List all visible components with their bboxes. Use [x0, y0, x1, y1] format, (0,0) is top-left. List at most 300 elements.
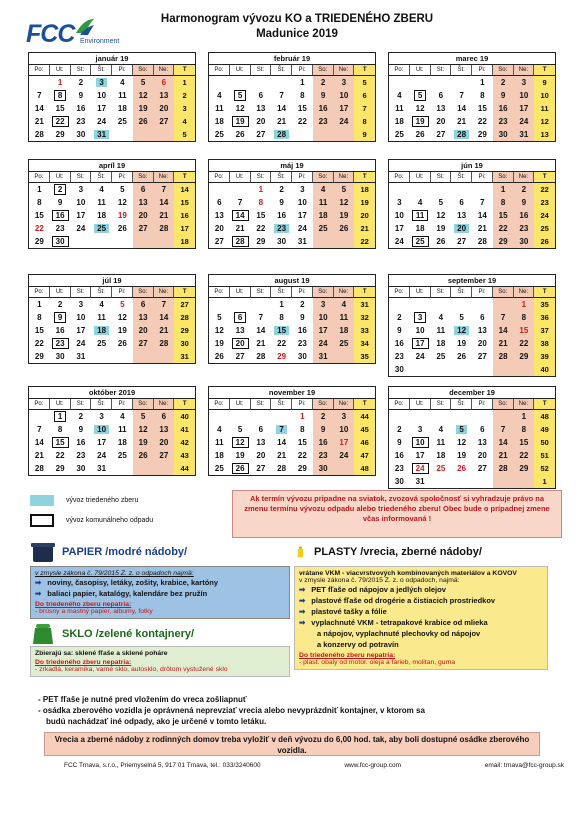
day-number: 8	[521, 313, 527, 322]
week-row	[29, 337, 195, 350]
week-number	[174, 436, 195, 449]
week-number-text: 39	[540, 352, 549, 361]
day-cell	[451, 324, 472, 337]
week-number-text: 44	[360, 412, 369, 421]
day-number: 24	[76, 224, 86, 233]
day-cell	[472, 115, 493, 128]
day-cell	[389, 222, 410, 235]
day-number: 7	[37, 425, 42, 434]
week-number	[534, 115, 555, 128]
day-number: 10	[519, 91, 529, 100]
paper-item	[35, 588, 285, 599]
day-cell	[334, 311, 355, 324]
week-number-text: 34	[360, 339, 369, 348]
day-number: 11	[436, 326, 446, 335]
day-number: 19	[138, 104, 148, 113]
week-row	[29, 298, 195, 311]
day-cell	[251, 423, 272, 436]
week-number	[354, 89, 375, 102]
weekday-label: St:	[251, 399, 272, 410]
week-number	[354, 324, 375, 337]
day-cell	[410, 324, 431, 337]
day-cell	[292, 436, 313, 449]
week-row	[389, 196, 555, 209]
day-cell	[514, 89, 535, 102]
day-number: 15	[498, 211, 508, 220]
day-cell	[29, 436, 50, 449]
rule-2: - osádka zberového vozidla je oprávnená neprevziať vrecia alebo nevyprázdniť kontajner, v ktorom sa	[38, 706, 425, 715]
week-number	[534, 462, 555, 475]
day-cell	[334, 436, 355, 449]
day-cell	[292, 76, 313, 89]
month-name: jún 19	[389, 160, 555, 172]
day-number: 1	[37, 185, 42, 194]
weekday-label: Ut:	[410, 172, 431, 183]
day-cell	[29, 89, 50, 102]
day-number: 19	[235, 451, 245, 460]
day-number: 11	[339, 313, 349, 322]
plastic-item-5: a nápojov, vyplachnuté plechovky od nápojov	[317, 629, 481, 638]
weekday-label: Pi:	[292, 172, 313, 183]
day-cell	[271, 115, 292, 128]
glass-not-label: Do triedeného zberu nepatria:	[35, 659, 132, 666]
day-number: 17	[519, 104, 529, 113]
day-number: 8	[37, 313, 42, 322]
plastic-law: v zmysle zákona č. 79/2015 Z. z. o odpadoch, najmä:	[299, 577, 460, 584]
footer-web[interactable]: www.fcc-group.com	[344, 762, 402, 769]
day-number: 9	[57, 198, 63, 207]
week-number	[534, 423, 555, 436]
week-row	[29, 196, 195, 209]
month-name: február 19	[209, 53, 375, 65]
week-number-text: 10	[540, 91, 549, 100]
day-number: 19	[339, 211, 349, 220]
day-number: 2	[300, 300, 305, 309]
week-row	[209, 128, 375, 141]
day-cell	[91, 311, 112, 324]
day-cell	[271, 449, 292, 462]
day-number: 19	[138, 438, 148, 447]
weekday-label: So:	[313, 399, 334, 410]
weekday-label: Pi:	[112, 287, 133, 298]
day-number: 5	[120, 300, 125, 309]
day-cell	[50, 76, 71, 89]
day-number: 22	[519, 451, 529, 460]
day-number: 19	[412, 116, 429, 127]
day-number: 15	[34, 211, 44, 220]
weekday-label: T	[534, 65, 555, 76]
weekday-header	[389, 65, 555, 76]
day-number: 24	[415, 352, 425, 361]
day-cell	[389, 423, 410, 436]
day-cell	[472, 410, 493, 423]
day-cell	[493, 324, 514, 337]
day-cell	[133, 449, 154, 462]
weekday-label: Ne:	[334, 65, 355, 76]
day-cell	[313, 235, 334, 248]
weekday-label: So:	[133, 172, 154, 183]
day-number: 7	[276, 425, 286, 434]
week-number	[354, 311, 375, 324]
day-cell	[493, 410, 514, 423]
paper-item-2: baliaci papier, katalógy, kalendáre bez pružín	[47, 589, 208, 598]
day-number: 24	[97, 117, 107, 126]
day-cell	[209, 222, 230, 235]
day-number: 21	[159, 211, 169, 220]
week-row	[29, 324, 195, 337]
day-cell	[112, 222, 133, 235]
day-cell	[313, 423, 334, 436]
day-cell	[133, 436, 154, 449]
month-calendar	[28, 52, 196, 142]
day-cell	[112, 449, 133, 462]
day-cell	[230, 350, 251, 363]
day-number: 13	[256, 104, 266, 113]
weekday-label: St:	[431, 287, 452, 298]
day-cell	[431, 76, 452, 89]
day-cell	[271, 183, 292, 196]
plastic-item-3: plastové tašky a fólie	[311, 607, 387, 616]
day-cell	[334, 298, 355, 311]
week-number	[534, 475, 555, 488]
day-cell	[389, 115, 410, 128]
day-cell	[71, 89, 92, 102]
day-number: 23	[318, 117, 328, 126]
weekday-label: Ut:	[410, 287, 431, 298]
day-number: 3	[341, 78, 347, 87]
week-number	[174, 76, 195, 89]
day-cell	[50, 324, 71, 337]
day-cell	[493, 89, 514, 102]
paper-not-items: - brúsny a mastný papier, albumy, fotky	[35, 608, 153, 615]
day-cell	[493, 337, 514, 350]
day-cell	[71, 423, 92, 436]
month-name: december 19	[389, 387, 555, 399]
week-number-text: 46	[360, 438, 369, 447]
week-number	[534, 350, 555, 363]
day-number: 23	[55, 224, 65, 233]
rule-3: budú nachádzať iné odpady, ako je určené v tomto letáku.	[46, 717, 267, 726]
arrow-icon: ➡	[299, 596, 306, 605]
day-cell	[410, 462, 431, 475]
day-cell	[431, 196, 452, 209]
weekday-label: So:	[493, 399, 514, 410]
day-cell	[251, 449, 272, 462]
day-cell	[451, 128, 472, 141]
footer-email[interactable]: email: trnava@fcc-group.sk	[484, 762, 564, 769]
day-cell	[451, 196, 472, 209]
day-number: 17	[415, 451, 425, 460]
day-number: 14	[232, 210, 249, 221]
week-number-text: 29	[180, 326, 189, 335]
day-cell	[50, 128, 71, 141]
day-number: 9	[78, 425, 84, 434]
day-number: 18	[97, 211, 107, 220]
day-cell	[410, 423, 431, 436]
day-number: 6	[140, 185, 146, 194]
day-cell	[251, 324, 272, 337]
week-row	[209, 449, 375, 462]
day-cell	[271, 222, 292, 235]
title-line-1: Harmonogram vývozu KO a TRIEDENÉHO ZBERU	[160, 13, 434, 25]
day-number: 17	[394, 224, 404, 233]
week-number	[174, 128, 195, 141]
day-cell	[29, 183, 50, 196]
day-cell	[431, 475, 452, 488]
day-cell	[334, 222, 355, 235]
week-number	[354, 337, 375, 350]
weekday-header	[29, 399, 195, 410]
weekday-label: Po:	[29, 172, 50, 183]
day-number: 16	[277, 211, 287, 220]
month-calendar	[28, 274, 196, 364]
day-cell	[431, 102, 452, 115]
collection-time-banner: Vrecia a zberné nádoby z rodinných domov treba vyložiť v deň vývozu do 6,00 hod. tak, aby boli dostupné osádke zberového vozidla.	[44, 732, 540, 756]
day-cell	[292, 337, 313, 350]
weekday-label: St:	[71, 65, 92, 76]
day-cell	[91, 115, 112, 128]
day-number: 29	[34, 352, 44, 361]
weekday-label: T	[534, 399, 555, 410]
day-cell	[133, 196, 154, 209]
day-number: 17	[97, 104, 107, 113]
day-cell	[334, 102, 355, 115]
day-number: 5	[217, 313, 222, 322]
day-cell	[29, 350, 50, 363]
day-number: 30	[277, 237, 287, 246]
day-number: 1	[480, 78, 485, 87]
day-number: 14	[34, 438, 44, 447]
day-cell	[389, 363, 410, 376]
weekday-label: So:	[313, 172, 334, 183]
day-cell	[472, 298, 493, 311]
day-cell	[91, 196, 112, 209]
day-cell	[91, 102, 112, 115]
week-number-text: 35	[540, 300, 549, 309]
day-cell	[313, 183, 334, 196]
day-cell	[71, 115, 92, 128]
day-number: 25	[117, 451, 127, 460]
week-number	[354, 115, 375, 128]
week-number-text: 41	[180, 425, 189, 434]
day-number: 16	[76, 104, 86, 113]
plastic-item-4: vyplachnuté VKM - tetrapakové krabice od mlieka	[311, 618, 488, 627]
day-cell	[292, 128, 313, 141]
week-row	[209, 89, 375, 102]
day-number: 17	[297, 211, 307, 220]
weekday-label: T	[354, 287, 375, 298]
day-cell	[230, 337, 251, 350]
weekday-label: So:	[493, 287, 514, 298]
weekday-label: Ne:	[514, 287, 535, 298]
week-number	[174, 423, 195, 436]
week-number-text: 37	[540, 326, 549, 335]
weekday-label: Po:	[389, 399, 410, 410]
week-number-text: 26	[540, 237, 549, 246]
day-number: 28	[232, 236, 249, 247]
day-number: 10	[297, 198, 307, 207]
weekday-label: Pi:	[292, 65, 313, 76]
weekday-label: Ne:	[154, 65, 175, 76]
weekday-label: St:	[251, 65, 272, 76]
week-row	[389, 183, 555, 196]
day-cell	[334, 350, 355, 363]
day-number: 3	[300, 185, 305, 194]
day-cell	[154, 449, 175, 462]
day-cell	[472, 235, 493, 248]
month-name: august 19	[209, 275, 375, 287]
day-number: 3	[417, 425, 423, 434]
day-number: 12	[339, 198, 349, 207]
day-number: 4	[320, 185, 326, 194]
day-cell	[493, 196, 514, 209]
day-cell	[29, 311, 50, 324]
day-number: 8	[279, 313, 284, 322]
day-number: 2	[320, 78, 326, 87]
day-cell	[154, 311, 175, 324]
day-number: 2	[397, 313, 402, 322]
day-number: 22	[519, 339, 529, 348]
week-number-text: 42	[180, 438, 189, 447]
day-number: 28	[477, 237, 487, 246]
day-number: 17	[76, 326, 86, 335]
day-number: 11	[436, 438, 446, 447]
week-number	[354, 235, 375, 248]
day-cell	[334, 449, 355, 462]
month-calendar	[388, 386, 556, 489]
paper-title: PAPIER /modré nádoby/	[62, 546, 188, 558]
week-number-text: 47	[360, 451, 369, 460]
weekday-label: Pi:	[112, 65, 133, 76]
glass-box	[30, 646, 290, 677]
week-number-text: 48	[360, 464, 369, 473]
day-number: 17	[412, 338, 429, 349]
day-number: 12	[138, 91, 148, 100]
day-number: 9	[397, 326, 402, 335]
day-cell	[91, 183, 112, 196]
week-number	[174, 324, 195, 337]
week-row	[389, 475, 555, 488]
day-cell	[209, 128, 230, 141]
day-cell	[514, 183, 535, 196]
day-cell	[133, 128, 154, 141]
paper-box	[30, 566, 290, 619]
day-number: 22	[498, 224, 508, 233]
day-cell	[313, 311, 334, 324]
day-number: 4	[417, 198, 423, 207]
day-cell	[514, 410, 535, 423]
day-number: 13	[256, 438, 266, 447]
day-number: 20	[256, 451, 266, 460]
day-cell	[251, 337, 272, 350]
day-number: 21	[159, 326, 169, 335]
day-cell	[431, 128, 452, 141]
day-cell	[91, 222, 112, 235]
day-number: 13	[477, 326, 487, 335]
week-row	[389, 410, 555, 423]
day-cell	[514, 363, 535, 376]
week-number-text: 1	[542, 477, 547, 486]
day-cell	[133, 115, 154, 128]
day-number: 19	[117, 326, 127, 335]
day-cell	[71, 350, 92, 363]
day-cell	[514, 209, 535, 222]
day-cell	[209, 235, 230, 248]
day-number: 1	[57, 78, 63, 87]
day-number: 10	[339, 425, 349, 434]
plastic-item	[299, 606, 543, 617]
day-number: 14	[498, 438, 508, 447]
day-number: 9	[279, 198, 284, 207]
day-number: 16	[55, 326, 65, 335]
day-number: 10	[97, 91, 107, 100]
day-cell	[29, 196, 50, 209]
day-number: 18	[214, 117, 224, 126]
day-number: 26	[117, 339, 127, 348]
week-row	[29, 115, 195, 128]
day-number: 12	[214, 326, 224, 335]
day-cell	[292, 209, 313, 222]
day-number: 26	[232, 463, 249, 474]
week-number-text: 40	[540, 365, 549, 374]
day-number: 21	[477, 224, 487, 233]
day-cell	[493, 350, 514, 363]
day-number: 6	[480, 313, 485, 322]
plastic-not-items: - plast. obaly od motor. oleja a farieb, molitan, guma	[299, 659, 456, 666]
day-number: 8	[37, 198, 42, 207]
day-number: 12	[232, 437, 249, 448]
day-cell	[292, 311, 313, 324]
day-number: 9	[300, 313, 305, 322]
day-cell	[91, 462, 112, 475]
day-number: 14	[457, 104, 467, 113]
week-row	[209, 337, 375, 350]
day-cell	[230, 410, 251, 423]
day-number: 4	[397, 91, 402, 100]
day-cell	[410, 311, 431, 324]
day-cell	[29, 128, 50, 141]
weekday-label: St:	[431, 399, 452, 410]
day-number: 28	[34, 464, 44, 473]
day-cell	[334, 115, 355, 128]
week-row	[389, 89, 555, 102]
day-cell	[230, 235, 251, 248]
day-cell	[154, 196, 175, 209]
week-number	[354, 462, 375, 475]
day-number: 18	[214, 451, 224, 460]
week-number	[174, 196, 195, 209]
day-number: 12	[415, 104, 425, 113]
day-number: 30	[55, 352, 65, 361]
day-cell	[133, 423, 154, 436]
weekday-label: Ut:	[410, 65, 431, 76]
day-number: 29	[519, 464, 529, 473]
day-number: 14	[159, 313, 169, 322]
day-cell	[71, 235, 92, 248]
day-cell	[514, 324, 535, 337]
week-row	[209, 196, 375, 209]
week-number	[174, 449, 195, 462]
week-number-text: 31	[180, 352, 189, 361]
day-cell	[389, 183, 410, 196]
week-number-text: 40	[180, 412, 189, 421]
day-cell	[514, 222, 535, 235]
day-cell	[271, 235, 292, 248]
week-number-text: 13	[540, 130, 549, 139]
day-number: 24	[97, 451, 107, 460]
week-number-text: 45	[360, 425, 369, 434]
week-number-text: 21	[360, 224, 369, 233]
